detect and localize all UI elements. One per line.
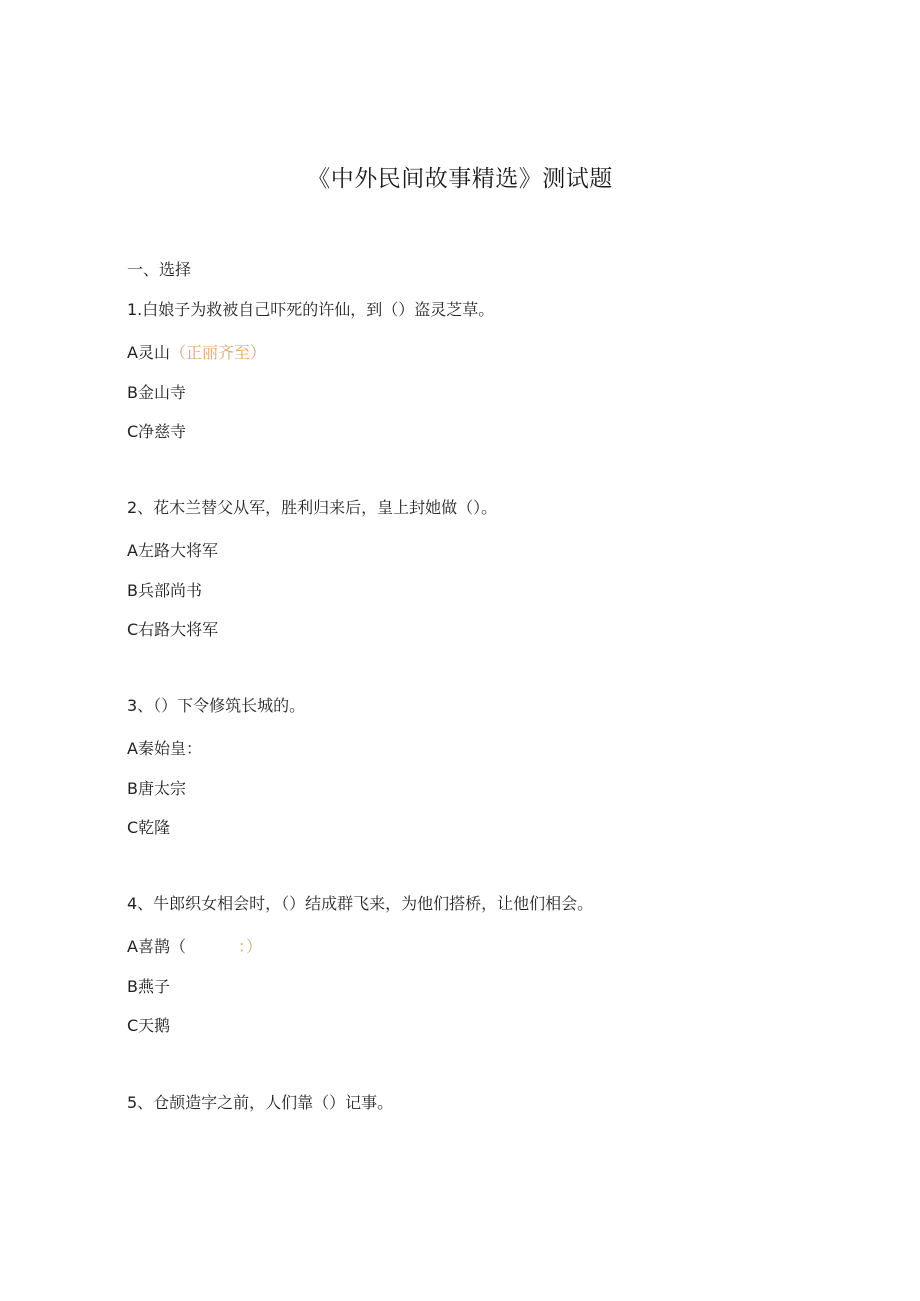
question-3-stem: 3、（）下令修筑长城的。 [127,696,306,715]
question-4-option-b: B燕子 [127,977,170,996]
question-3-option-a: A秦始皇： [127,739,202,758]
question-2-stem: 2、花木兰替父从军，胜利归来后，皇上封她做（）。 [127,498,498,517]
question-4-stem: 4、牛郎织女相会时，（）结成群飞来，为他们搭桥，让他们相会。 [127,894,594,913]
question-4-option-a [127,936,262,958]
question-1-stem: 1.白娘子为救被自己吓死的许仙，到（）盗灵芝草。 [127,300,495,319]
question-2-option-b: B兵部尚书 [127,581,202,600]
question-2-option-c: C右路大将军 [127,620,219,639]
question-1-option-a [127,342,266,364]
answer-hint: （正丽齐至） [169,343,266,362]
document-title: 《中外民间故事精选》测试题 [307,166,613,192]
option-text: A喜鹊（ [127,937,186,956]
question-1-option-b: B金山寺 [127,383,186,402]
answer-hint: ：） [237,937,262,956]
section-heading: 一、选择 [127,260,192,279]
option-text: A灵山 [127,343,170,362]
question-5-stem: 5、仓颉造字之前，人们靠（）记事。 [127,1093,394,1112]
question-4-option-c: C天鹅 [127,1016,171,1035]
question-3-option-b: B唐太宗 [127,779,186,798]
question-2-option-a: A左路大将军 [127,541,218,560]
question-1-option-c: C净慈寺 [127,422,187,441]
question-3-option-c: C乾隆 [127,818,171,837]
